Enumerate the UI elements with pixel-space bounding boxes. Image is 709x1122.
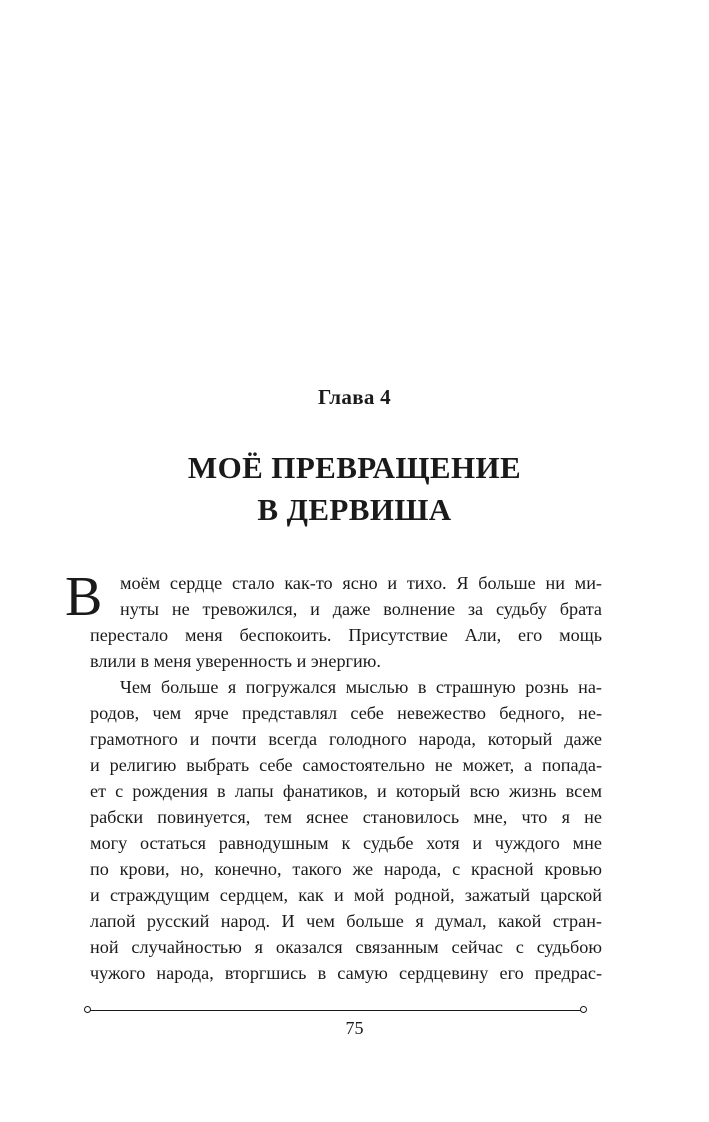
- text-line: перестало меня беспокоить. Присутствие Али, его мощь: [90, 625, 602, 645]
- text-line: нуты не тревожился, и даже волнение за судьбу брата: [120, 599, 602, 619]
- text-line: рабски повинуется, тем яснее становилось мне, что я не: [90, 807, 602, 827]
- chapter-title-line: МОЁ ПРЕВРАЩЕНИЕ: [187, 450, 522, 485]
- text-line: влили в меня уверенность и энергию.: [90, 651, 381, 671]
- footer-rule-end-circle: [580, 1006, 587, 1013]
- footer-rule-end-circle: [84, 1006, 91, 1013]
- text-line: чужого народа, вторгшись в самую сердцевину его предрас-: [90, 963, 602, 983]
- text-line: и страждущим сердцем, как и мой родной, зажатый царской: [90, 885, 602, 905]
- text-line: и религию выбрать себе самостоятельно не может, а попада-: [90, 755, 602, 775]
- text-line: могу остаться равнодушным к судьбе хотя и чуждого мне: [90, 833, 602, 853]
- text-line: моём сердце стало как-то ясно и тихо. Я больше ни ми-: [120, 573, 602, 593]
- body-text: [65, 566, 602, 986]
- text-line: лапой русский народ. И чем больше я думал, какой стран-: [90, 911, 602, 931]
- text-line: ет с рождения в лапы фанатиков, и который всю жизнь всем: [90, 781, 602, 801]
- text-line: Чем больше я погружался мыслью в страшную рознь на-: [120, 677, 602, 697]
- footer-rule: [87, 1010, 583, 1011]
- chapter-label: Глава 4: [318, 385, 391, 409]
- page-number: 75: [345, 1018, 364, 1038]
- text-line: по крови, но, конечно, такого же народа, с красной кровью: [90, 859, 602, 879]
- text-line: ной случайностью я оказался связанным сейчас с судьбою: [90, 937, 602, 957]
- text-line: грамотного и почти всегда голодного народа, который даже: [90, 729, 602, 749]
- text-line: родов, чем ярче представлял себе невежество бедного, не-: [90, 703, 602, 723]
- chapter-title: [0, 447, 709, 531]
- drop-cap: В: [65, 566, 103, 628]
- chapter-title-line: В ДЕРВИША: [257, 492, 452, 527]
